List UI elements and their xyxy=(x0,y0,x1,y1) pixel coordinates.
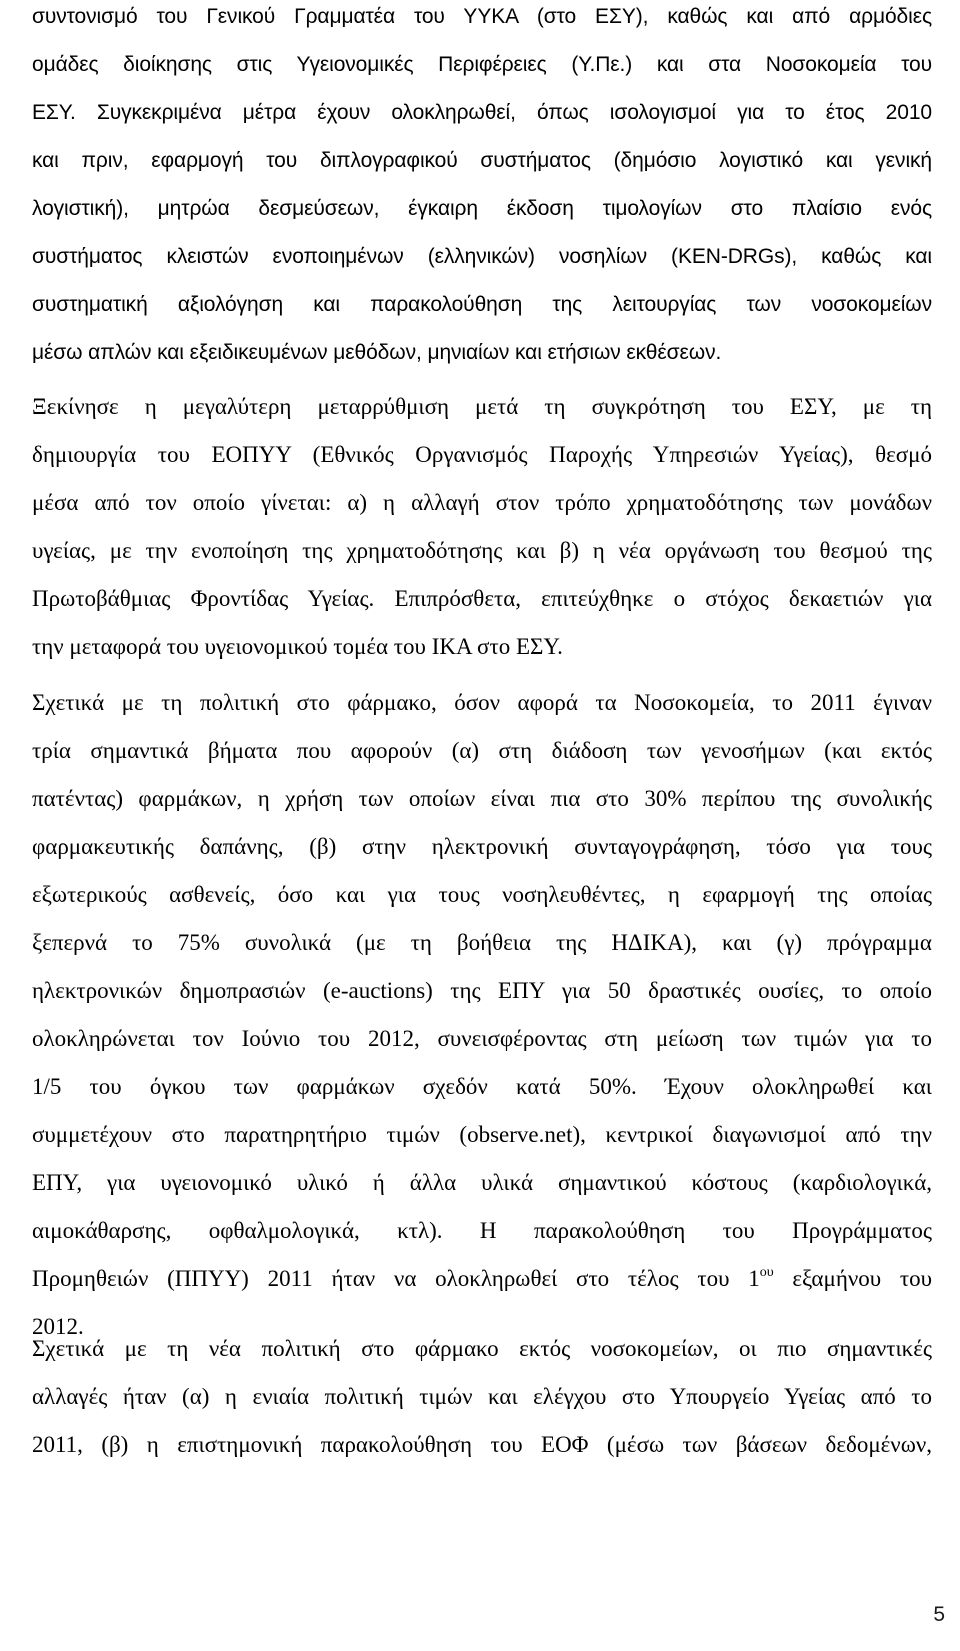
text-line: και πριν, εφαρμογή του διπλογραφικού συστήματος (δημόσιο λογιστικό και γενική xyxy=(32,149,932,172)
text-line: ΕΣΥ. Συγκεκριμένα μέτρα έχουν ολοκληρωθεί, όπως ισολογισμοί για το έτος 2010 xyxy=(32,101,932,124)
text-line: συστηματική αξιολόγηση και παρακολούθηση της λειτουργίας των νοσοκομείων xyxy=(32,293,932,316)
line-suffix: εξαμήνου του xyxy=(773,1266,932,1291)
text-line: δημιουργία του ΕΟΠΥΥ (Εθνικός Οργανισμός Παροχής Υπηρεσιών Υγείας), θεσμό xyxy=(32,442,932,467)
text-line: 2012. xyxy=(32,1314,84,1339)
text-line: αιμοκάθαρσης, οφθαλμολογικά, κτλ). Η παρακολούθηση του Προγράμματος xyxy=(32,1218,932,1243)
text-line: μέσα από τον οποίο γίνεται: α) η αλλαγή στον τρόπο χρηματοδότησης των μονάδων xyxy=(32,490,932,515)
paragraph-1 xyxy=(32,0,960,377)
text-line: φαρμακευτικής δαπάνης, (β) στην ηλεκτρονική συνταγογράφηση, τόσο για τους xyxy=(32,834,932,859)
ordinal-superscript: ου xyxy=(759,1265,774,1280)
text-line: ηλεκτρονικών δημοπρασιών (e-auctions) της ΕΠΥ για 50 δραστικές ουσίες, το οποίο xyxy=(32,978,932,1003)
text-line: συντονισμό του Γενικού Γραμματέα του ΥΥΚΑ (στο ΕΣΥ), καθώς και από αρμόδιες xyxy=(32,5,932,28)
text-line: πατέντας) φαρμάκων, η χρήση των οποίων είναι πια στο 30% περίπου της συνολικής xyxy=(32,786,932,811)
text-line: Ξεκίνησε η μεγαλύτερη μεταρρύθμιση μετά τη συγκρότηση του ΕΣΥ, με τη xyxy=(32,394,932,419)
paragraph-4 xyxy=(32,1325,960,1469)
paragraph-2 xyxy=(32,383,960,671)
text-line: ξεπερνά το 75% συνολικά (με τη βοήθεια της ΗΔΙΚΑ), και (γ) πρόγραμμα xyxy=(32,930,932,955)
text-line: την μεταφορά του υγειονομικού τομέα του ΙΚΑ στο ΕΣΥ. xyxy=(32,634,563,659)
text-line: υγείας, με την ενοποίηση της χρηματοδότησης και β) η νέα οργάνωση του θεσμού της xyxy=(32,538,932,563)
text-line: ολοκληρώνεται τον Ιούνιο του 2012, συνεισφέροντας στη μείωση των τιμών για το xyxy=(32,1026,932,1051)
text-line-with-superscript xyxy=(32,1255,932,1303)
text-line: Σχετικά με τη πολιτική στο φάρμακο, όσον αφορά τα Νοσοκομεία, το 2011 έγιναν xyxy=(32,690,932,715)
text-line: ομάδες διοίκησης στις Υγειονομικές Περιφέρειες (Υ.Πε.) και στα Νοσοκομεία του xyxy=(32,53,932,76)
text-line: εξωτερικούς ασθενείς, όσο και για τους νοσηλευθέντες, η εφαρμογή της οποίας xyxy=(32,882,932,907)
line-prefix: Προμηθειών (ΠΠΥΥ) 2011 ήταν να ολοκληρωθεί στο τέλος του 1 xyxy=(32,1266,760,1291)
text-line: συστήματος κλειστών ενοποιημένων (ελληνικών) νοσηλίων (KEN-DRGs), καθώς και xyxy=(32,245,932,268)
text-line: Σχετικά με τη νέα πολιτική στο φάρμακο εκτός νοσοκομείων, οι πιο σημαντικές xyxy=(32,1336,932,1361)
text-line: αλλαγές ήταν (α) η ενιαία πολιτική τιμών και ελέγχου στο Υπουργείο Υγείας από το xyxy=(32,1384,932,1409)
text-line: 2011, (β) η επιστημονική παρακολούθηση του ΕΟΦ (μέσω των βάσεων δεδομένων, xyxy=(32,1432,932,1457)
text-line: Πρωτοβάθμιας Φροντίδας Υγείας. Επιπρόσθετα, επιτεύχθηκε ο στόχος δεκαετιών για xyxy=(32,586,932,611)
text-line: τρία σημαντικά βήματα που αφορούν (α) στη διάδοση των γενοσήμων (και εκτός xyxy=(32,738,932,763)
paragraph-3 xyxy=(32,679,960,1351)
text-line: λογιστική), μητρώα δεσμεύσεων, έγκαιρη έκδοση τιμολογίων στο πλαίσιο ενός xyxy=(32,197,932,220)
page-number: 5 xyxy=(933,1603,945,1626)
text-line: συμμετέχουν στο παρατηρητήριο τιμών (observe.net), κεντρικοί διαγωνισμοί από την xyxy=(32,1122,932,1147)
text-line: ΕΠΥ, για υγειονομικό υλικό ή άλλα υλικά σημαντικού κόστους (καρδιολογικά, xyxy=(32,1170,932,1195)
text-line: μέσω απλών και εξειδικευμένων μεθόδων, μηνιαίων και ετήσιων εκθέσεων. xyxy=(32,341,722,364)
text-line: 1/5 του όγκου των φαρμάκων σχεδόν κατά 50%. Έχουν ολοκληρωθεί και xyxy=(32,1074,932,1099)
